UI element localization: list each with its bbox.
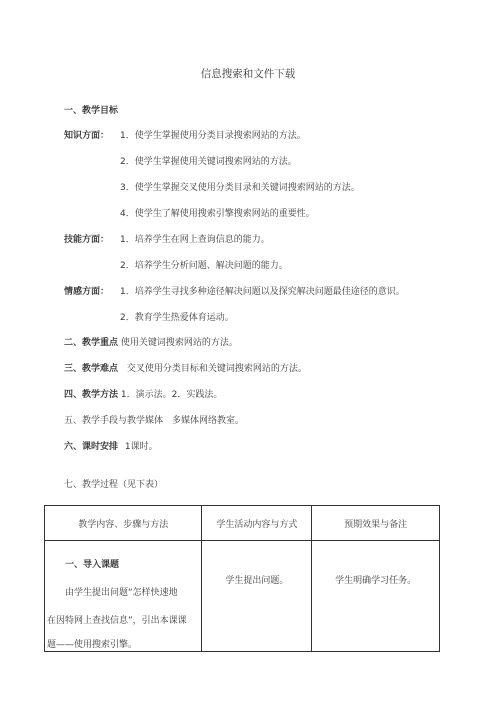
table-header-row [45, 506, 440, 541]
table-cell-content [45, 541, 202, 652]
skill-item: 1．培养学生在网上查询信息的能力。 [120, 235, 270, 245]
methods-label: 四、教学方法 [64, 390, 119, 400]
document-title: 信息搜索和文件下载 [200, 68, 296, 80]
emotion-item: 2．教育学生热爱体育运动。 [120, 313, 234, 323]
table-header-cell: 预期效果与备注 [312, 506, 440, 541]
process-table [44, 505, 440, 652]
schedule-text: 1课时。 [124, 442, 158, 452]
schedule-label: 六、课时安排 [64, 442, 119, 452]
emotion-item: 1．培养学生寻找多种途径解决问题以及探究解决问题最佳途径的意识。 [120, 287, 405, 297]
intro-title: 一、导入课题 [65, 560, 120, 570]
skill-label: 技能方面： [64, 235, 110, 245]
key-points-text: 使用关键词搜索网站的方法。 [120, 338, 238, 348]
section-objectives-heading: 一、教学目标 [64, 106, 119, 116]
section-difficulties [64, 361, 307, 374]
section-schedule [64, 439, 158, 452]
skill-item: 2．培养学生分析问题、解决问题的能力。 [120, 261, 288, 271]
table-row [45, 541, 440, 652]
table-header-cell: 教学内容、步骤与方法 [45, 506, 202, 541]
activity-text: 学生提出问题。 [225, 576, 289, 586]
intro-line: 由学生提出问题“怎样快速地 [65, 588, 178, 598]
section-key-points [64, 335, 238, 348]
emotion-label: 情感方面： [64, 287, 110, 297]
table-cell-effect [312, 541, 440, 652]
knowledge-label: 知识方面： [64, 131, 110, 141]
knowledge-item: 2．使学生掌握使用关键词搜索网站的方法。 [120, 157, 297, 167]
knowledge-item: 4．使学生了解使用搜索引擎搜索网站的重要性。 [120, 209, 315, 219]
difficulties-label: 三、教学难点 [64, 364, 119, 374]
key-points-label: 二、教学重点 [64, 338, 119, 348]
section-process: 七、教学过程（见下表） [64, 480, 164, 490]
knowledge-item: 3．使学生掌握交叉使用分类目录和关键词搜索网站的方法。 [120, 183, 360, 193]
difficulties-text: 交叉使用分类目标和关键词搜索网站的方法。 [126, 364, 307, 374]
table-header-cell: 学生活动内容与方式 [202, 506, 312, 541]
effect-text: 学生明确学习任务。 [335, 576, 417, 586]
knowledge-item: 1．使学生掌握使用分类目录搜索网站的方法。 [120, 131, 306, 141]
section-methods [64, 387, 222, 400]
intro-line: 题——使用搜索引擎。 [47, 640, 138, 650]
table-cell-activity [202, 541, 312, 652]
section-media: 五、教学手段与教学媒体 多媒体网络教室。 [64, 416, 245, 426]
methods-text: 1．演示法。2．实践法。 [120, 390, 223, 400]
intro-line: 在因特网上查找信息”，引出本课课 [47, 616, 187, 626]
